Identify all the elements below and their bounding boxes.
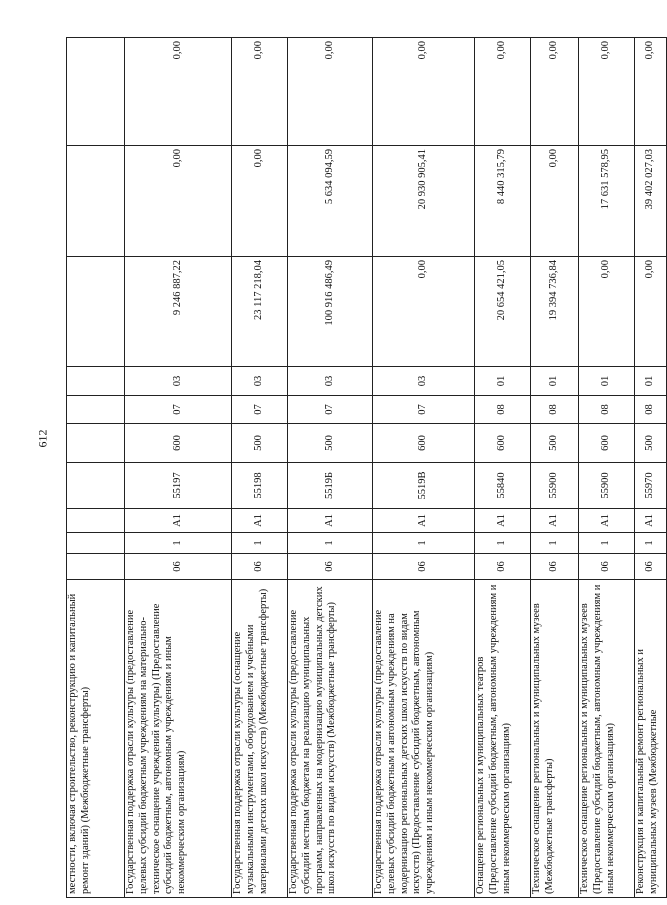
table-row (635, 38, 667, 898)
amount-year-2: 0,00 (531, 146, 579, 257)
row-name: Техническое оснащение региональных и муниципальных музеев (Предоставление субсидий бюджетным, автономным учреждениям и иным некоммерческим организациям) (579, 580, 635, 898)
amount-year-1: 0,00 (579, 257, 635, 367)
code-expense-type: 500 (635, 424, 667, 463)
budget-table-area (66, 38, 659, 898)
amount-year-2: 8 440 315,79 (475, 146, 531, 257)
code-subprogram: 1 (232, 533, 288, 554)
code-project: А1 (475, 509, 531, 533)
code-project: А1 (288, 509, 373, 533)
code-direction: 55198 (232, 463, 288, 509)
table-row (67, 38, 125, 898)
code-subprogram: 1 (475, 533, 531, 554)
code-program: 06 (531, 554, 579, 580)
amount-year-1: 100 916 486,49 (288, 257, 373, 367)
table-row (125, 38, 232, 898)
table-body (67, 38, 667, 898)
code-project: А1 (232, 509, 288, 533)
code-section: 08 (579, 396, 635, 424)
code-project (67, 509, 125, 533)
row-name: Оснащение региональных и муниципальных театров (Предоставление субсидий бюджетным, автономным учреждениям и иным некоммерческим организациям) (475, 580, 531, 898)
amount-year-2: 39 402 027,03 (635, 146, 667, 257)
code-expense-type: 600 (475, 424, 531, 463)
code-direction: 55197 (125, 463, 232, 509)
amount-year-1 (67, 257, 125, 367)
amount-year-1: 0,00 (373, 257, 475, 367)
page-number: 612 (35, 429, 50, 448)
code-subprogram: 1 (579, 533, 635, 554)
code-subsection (67, 367, 125, 396)
code-direction: 5519Б (288, 463, 373, 509)
code-program: 06 (288, 554, 373, 580)
code-expense-type (67, 424, 125, 463)
amount-year-3: 0,00 (288, 38, 373, 146)
code-section: 08 (635, 396, 667, 424)
code-subprogram: 1 (288, 533, 373, 554)
row-name: Государственная поддержка отрасли культуры (предоставление целевых субсидий бюджетным и автономным учреждениям на модернизацию региональных детских школ искусств по видам искусств) (Предоставление субсидий бюджетным, автономным учреждениям и иным некоммерческим организациям) (373, 580, 475, 898)
code-project: А1 (531, 509, 579, 533)
amount-year-3: 0,00 (579, 38, 635, 146)
table-row (373, 38, 475, 898)
code-expense-type: 600 (579, 424, 635, 463)
amount-year-2: 17 631 578,95 (579, 146, 635, 257)
amount-year-2: 20 930 905,41 (373, 146, 475, 257)
code-expense-type: 600 (373, 424, 475, 463)
code-subsection: 03 (232, 367, 288, 396)
code-section: 08 (475, 396, 531, 424)
amount-year-2: 0,00 (232, 146, 288, 257)
code-direction: 55900 (531, 463, 579, 509)
table-row (232, 38, 288, 898)
code-section: 08 (531, 396, 579, 424)
table-row (288, 38, 373, 898)
table-row (531, 38, 579, 898)
row-name: Техническое оснащение региональных и муниципальных музеев (Межбюджетные трансферты) (531, 580, 579, 898)
amount-year-3: 0,00 (232, 38, 288, 146)
code-program: 06 (475, 554, 531, 580)
code-project: А1 (635, 509, 667, 533)
code-program: 06 (125, 554, 232, 580)
code-subsection: 01 (531, 367, 579, 396)
code-subsection: 01 (579, 367, 635, 396)
row-name: Государственная поддержка отрасли культуры (оснащение музыкальными инструментами, оборудованием и учебными материалами детских школ искусств) (Межбюджетные трансферты) (232, 580, 288, 898)
amount-year-2 (67, 146, 125, 257)
amount-year-2: 0,00 (125, 146, 232, 257)
amount-year-3: 0,00 (475, 38, 531, 146)
code-project: А1 (373, 509, 475, 533)
row-name: Государственная поддержка отрасли культуры (предоставление субсидий местным бюджетам на реализацию муниципальных программ, направленных на модернизацию муниципальных детских школ искусств по видам искусств) (Межбюджетные трансферты) (288, 580, 373, 898)
code-program: 06 (635, 554, 667, 580)
code-expense-type: 500 (531, 424, 579, 463)
code-subprogram: 1 (125, 533, 232, 554)
code-subsection: 01 (475, 367, 531, 396)
code-section: 07 (232, 396, 288, 424)
code-subsection: 03 (288, 367, 373, 396)
code-direction (67, 463, 125, 509)
code-program: 06 (373, 554, 475, 580)
code-direction: 5519В (373, 463, 475, 509)
code-expense-type: 500 (232, 424, 288, 463)
code-program (67, 554, 125, 580)
table-row (475, 38, 531, 898)
row-name: местности, включая строительство, реконструкцию и капитальный ремонт зданий) (Межбюджетные трансферты) (67, 580, 125, 898)
budget-table (66, 37, 667, 898)
code-program: 06 (579, 554, 635, 580)
amount-year-1: 19 394 736,84 (531, 257, 579, 367)
code-subprogram: 1 (531, 533, 579, 554)
code-project: А1 (125, 509, 232, 533)
amount-year-1: 0,00 (635, 257, 667, 367)
amount-year-1: 20 654 421,05 (475, 257, 531, 367)
code-direction: 55900 (579, 463, 635, 509)
amount-year-3 (67, 38, 125, 146)
code-section: 07 (373, 396, 475, 424)
code-subsection: 03 (373, 367, 475, 396)
code-subprogram (67, 533, 125, 554)
code-section: 07 (288, 396, 373, 424)
row-name: Государственная поддержка отрасли культуры (предоставление целевых субсидий бюджетным учреждениям на материально-техническое оснащение учреждений культуры) (Предоставление субсидий бюджетным, автономным учреждениям и иным некоммерческим организациям) (125, 580, 232, 898)
code-direction: 55840 (475, 463, 531, 509)
code-subsection: 01 (635, 367, 667, 396)
code-section (67, 396, 125, 424)
code-subprogram: 1 (373, 533, 475, 554)
table-row (579, 38, 635, 898)
code-expense-type: 600 (125, 424, 232, 463)
row-name: Реконструкция и капитальный ремонт региональных и муниципальных музеев (Межбюджетные (635, 580, 667, 898)
amount-year-1: 23 117 218,04 (232, 257, 288, 367)
code-project: А1 (579, 509, 635, 533)
amount-year-3: 0,00 (373, 38, 475, 146)
amount-year-3: 0,00 (635, 38, 667, 146)
amount-year-3: 0,00 (531, 38, 579, 146)
amount-year-1: 9 246 887,22 (125, 257, 232, 367)
code-section: 07 (125, 396, 232, 424)
code-subsection: 03 (125, 367, 232, 396)
amount-year-3: 0,00 (125, 38, 232, 146)
code-direction: 55970 (635, 463, 667, 509)
code-program: 06 (232, 554, 288, 580)
code-expense-type: 500 (288, 424, 373, 463)
amount-year-2: 5 634 094,59 (288, 146, 373, 257)
code-subprogram: 1 (635, 533, 667, 554)
